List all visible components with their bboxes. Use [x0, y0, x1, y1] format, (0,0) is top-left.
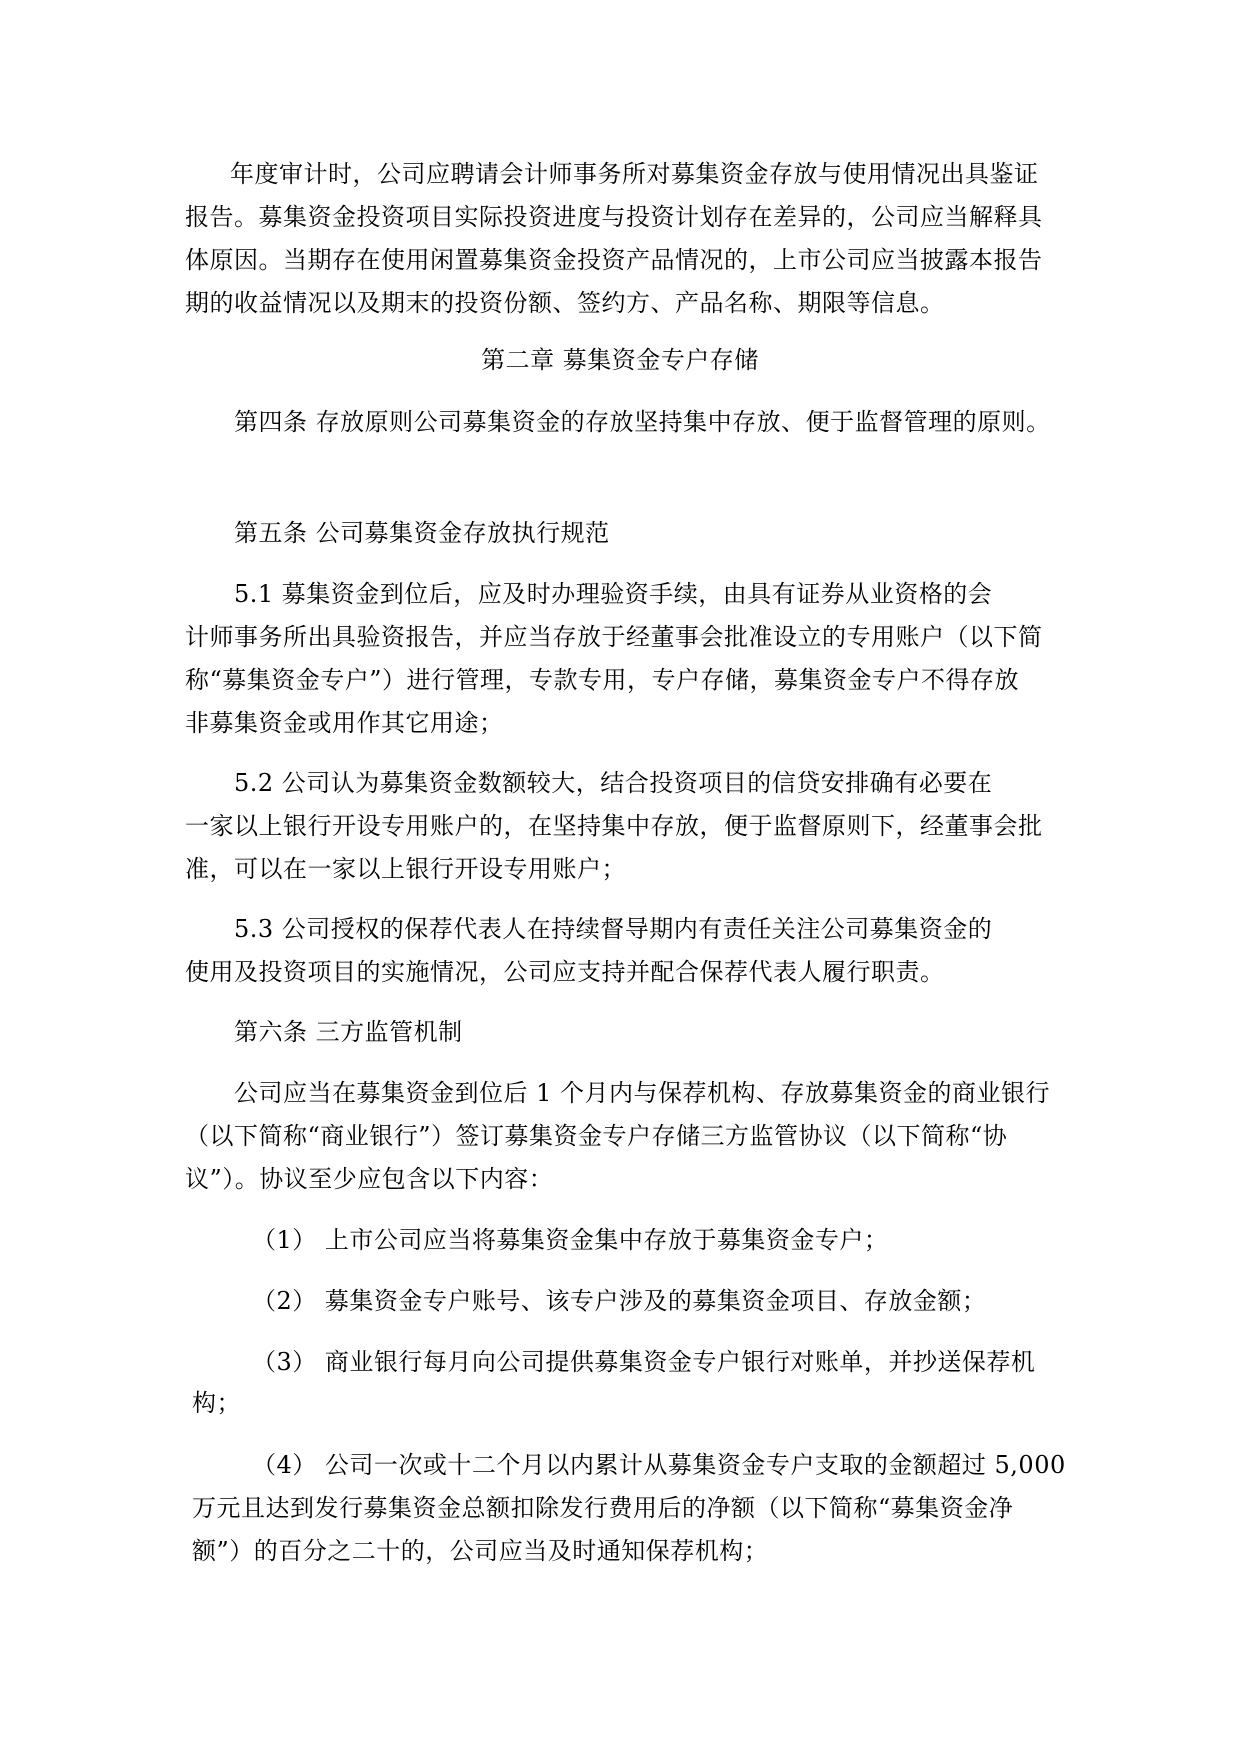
- item-5-3-line-1: 5.3 公司授权的保荐代表人在持续督导期内有责任关注公司募集资金的: [234, 915, 993, 943]
- item-5-3-line-2: 使用及投资项目的实施情况，公司应支持并配合保荐代表人履行职责。: [185, 958, 945, 986]
- article-5-title: 第五条 公司募集资金存放执行规范: [234, 519, 610, 547]
- article-4: 第四条 存放原则公司募集资金的存放坚持集中存放、便于监督管理的原则。: [234, 408, 1051, 436]
- item-5-1-line-2: 计师事务所出具验资报告，并应当存放于经董事会批准设立的专用账户（以下简: [185, 623, 1043, 651]
- para-audit-line-4: 期的收益情况以及期末的投资份额、签约方、产品名称、期限等信息。: [185, 289, 945, 317]
- item-5-2-line-1: 5.2 公司认为募集资金数额较大，结合投资项目的信贷安排确有必要在: [234, 769, 993, 797]
- clause-4-line-2: 万元且达到发行募集资金总额扣除发行费用后的净额（以下简称“募集资金净: [192, 1494, 1014, 1522]
- item-5-1-line-4: 非募集资金或用作其它用途；: [185, 709, 504, 737]
- chapter-title: 第二章 募集资金专户存储: [481, 346, 759, 374]
- para-audit-line-1: 年度审计时，公司应聘请会计师事务所对募集资金存放与使用情况出具鉴证: [230, 160, 1039, 188]
- clause-2: （2） 募集资金专户账号、该专户涉及的募集资金项目、存放金额；: [252, 1287, 987, 1315]
- article-6-title: 第六条 三方监管机制: [234, 1018, 463, 1046]
- clause-4-line-3: 额”）的百分之二十的，公司应当及时通知保荐机构；: [192, 1537, 769, 1565]
- para-article6-line-2: （以下简称“商业银行”）签订募集资金专户存储三方监管协议（以下简称“协: [185, 1122, 1008, 1150]
- clause-3-line-1: （3） 商业银行每月向公司提供募集资金专户银行对账单，并抄送保荐机: [252, 1348, 1036, 1376]
- item-5-2-line-3: 准，可以在一家以上银行开设专用账户；: [185, 855, 626, 883]
- clause-1: （1） 上市公司应当将募集资金集中存放于募集资金专户；: [252, 1226, 889, 1254]
- para-audit-line-3: 体原因。当期存在使用闲置募集资金投资产品情况的，上市公司应当披露本报告: [185, 246, 1043, 274]
- para-audit-line-2: 报告。募集资金投资项目实际投资进度与投资计划存在差异的，公司应当解释具: [185, 203, 1043, 231]
- item-5-2-line-2: 一家以上银行开设专用账户的，在坚持集中存放，便于监督原则下，经董事会批: [185, 812, 1043, 840]
- clause-4-line-1: （4） 公司一次或十二个月以内累计从募集资金专户支取的金额超过 5,000: [252, 1451, 1066, 1479]
- para-article6-line-1: 公司应当在募集资金到位后 1 个月内与保荐机构、存放募集资金的商业银行: [234, 1079, 1051, 1107]
- item-5-1-line-3: 称“募集资金专户”）进行管理，专款专用，专户存储，募集资金专户不得存放: [185, 666, 1020, 694]
- item-5-1-line-1: 5.1 募集资金到位后，应及时办理验资手续，由具有证券从业资格的会: [234, 580, 993, 608]
- clause-3-line-2: 构；: [192, 1389, 241, 1417]
- para-article6-line-3: 议”）。协议至少应包含以下内容：: [185, 1165, 554, 1193]
